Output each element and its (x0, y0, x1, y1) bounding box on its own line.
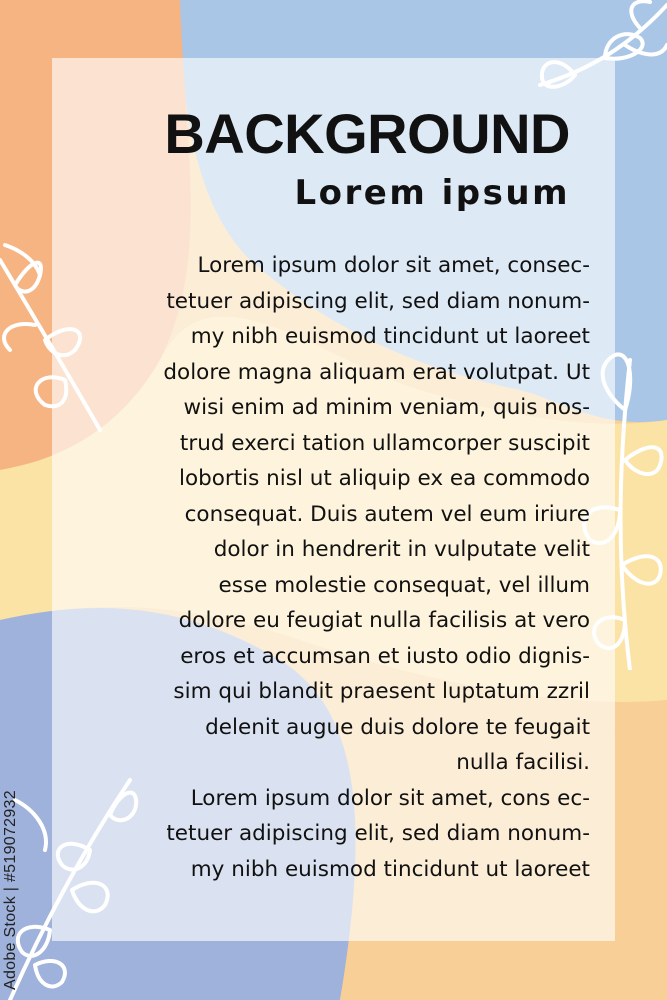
body-line: dolore magna aliquam erat volutpat. Ut (163, 359, 590, 385)
leaf-branch-icon (530, 0, 667, 100)
poster-subtitle: Lorem ipsum (294, 173, 570, 213)
body-line: my nibh euismod tincidunt ut laoreet (190, 324, 590, 349)
body-line: consequat. Duis autem vel eum iriure (184, 501, 590, 527)
body-line: tetuer adipiscing elit, sed diam nonum- (166, 288, 590, 314)
body-line: dolore eu feugiat nulla facilisis at vero (178, 608, 590, 633)
body-line: tetuer adipiscing elit, sed diam nonum- (166, 821, 590, 846)
body-line: Lorem ipsum dolor sit amet, cons ec- (190, 785, 590, 811)
poster-title: BACKGROUND (164, 102, 570, 165)
body-line: eros et accumsan et iusto odio dignis- (180, 643, 590, 669)
body-line: lobortis nisl ut aliquip ex ea commodo (178, 466, 590, 491)
body-line: Lorem ipsum dolor sit amet, consec- (197, 253, 590, 278)
body-line: wisi enim ad minim veniam, quis nos- (183, 395, 590, 420)
body-line: sim qui blandit praesent luptatum zzril (173, 679, 590, 704)
body-line: dolor in hendrerit in vulputate velit (213, 537, 590, 562)
body-line: trud exerci tation ullamcorper suscipit (179, 430, 590, 456)
stock-id-watermark: Adobe Stock | #519072932 (2, 790, 19, 990)
body-line: my nibh euismod tincidunt ut laoreet (190, 856, 590, 882)
body-line: esse molestie consequat, vel illum (218, 572, 590, 598)
body-paragraph (90, 248, 590, 887)
body-line: delenit augue duis dolore te feugait (205, 714, 590, 740)
body-line: nulla facilisi. (456, 750, 590, 775)
